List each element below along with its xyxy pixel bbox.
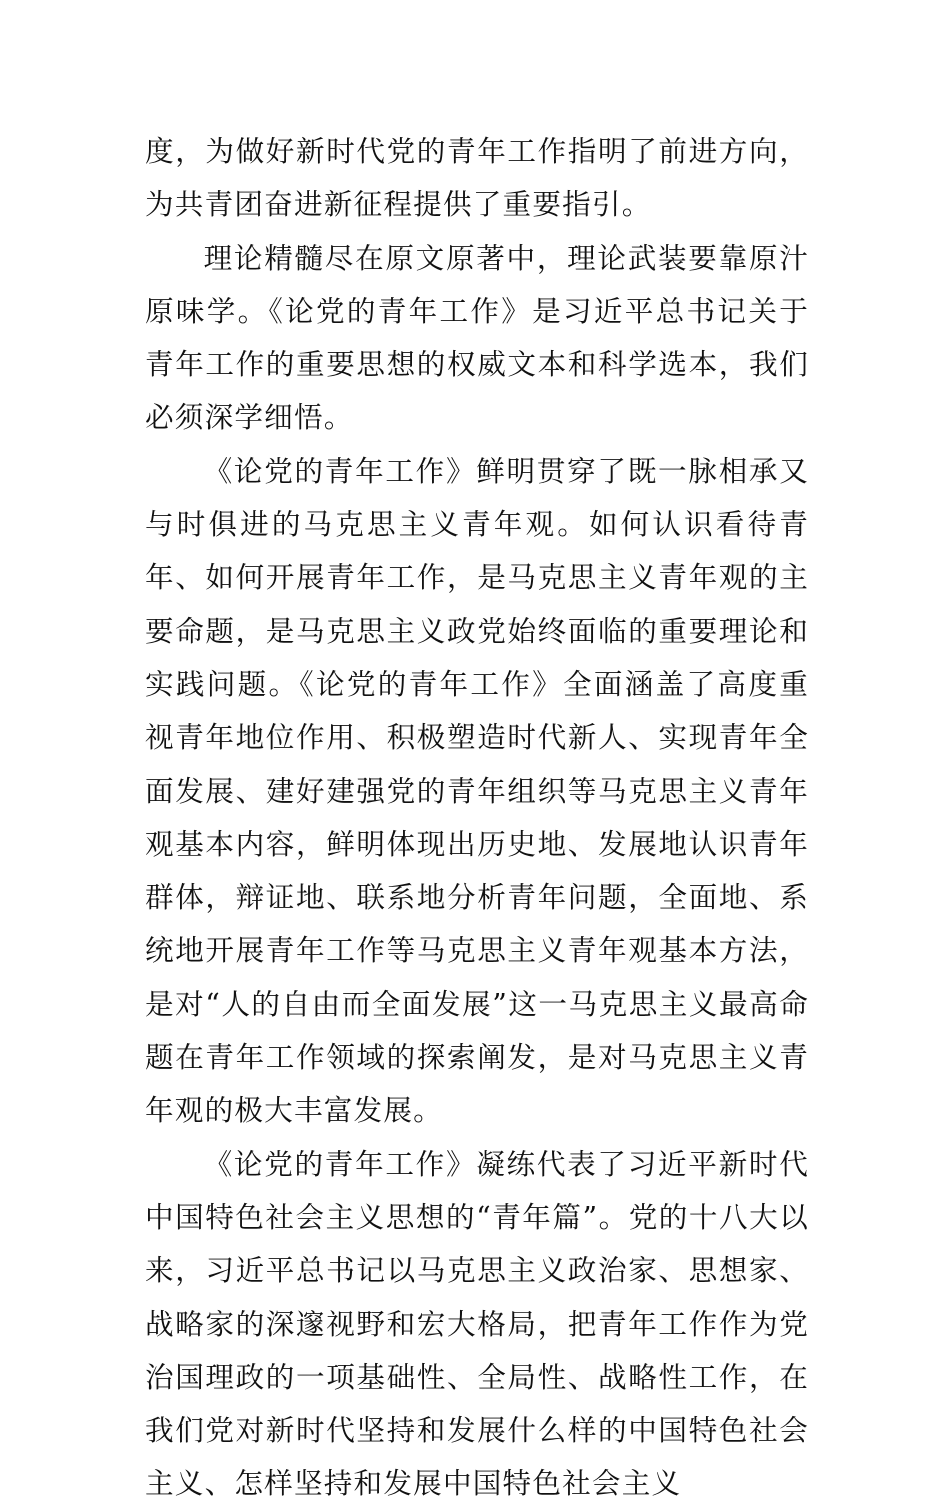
paragraph-2: 理论精髓尽在原文原著中，理论武装要靠原汁原味学。《论党的青年工作》是习近平总书记关于青年工作的重要思想的权威文本和科学选本，我们必须深学细悟。 [145,240,809,435]
paragraph-1: 度，为做好新时代党的青年工作指明了前进方向，为共青团奋进新征程提供了重要指引。 [145,134,809,222]
document-body [145,125,809,1511]
paragraph-3: 《论党的青年工作》鲜明贯穿了既一脉相承又与时俱进的马克思主义青年观。如何认识看待青年、如何开展青年工作，是马克思主义青年观的主要命题，是马克思主义政党始终面临的重要理论和实践问题。《论党的青年工作》全面涵盖了高度重视青年地位作用、积极塑造时代新人、实现青年全面发展、建好建强党的青年组织等马克思主义青年观基本内容，鲜明体现出历史地、发展地认识青年群体，辩证地、联系地分析青年问题，全面地、系统地开展青年工作等马克思主义青年观基本方法，是对“人的自由而全面发展”这一马克思主义最高命题在青年工作领域的探索阐发，是对马克思主义青年观的极大丰富发展。 [145,453,809,1128]
paragraph-4: 《论党的青年工作》凝练代表了习近平新时代中国特色社会主义思想的“青年篇”。党的十八大以来，习近平总书记以马克思主义政治家、思想家、战略家的深邃视野和宏大格局，把青年工作作为党治国理政的一项基础性、全局性、战略性工作，在我们党对新时代坚持和发展什么样的中国特色社会主义、怎样坚持和发展中国特色社会主义 [145,1146,809,1501]
